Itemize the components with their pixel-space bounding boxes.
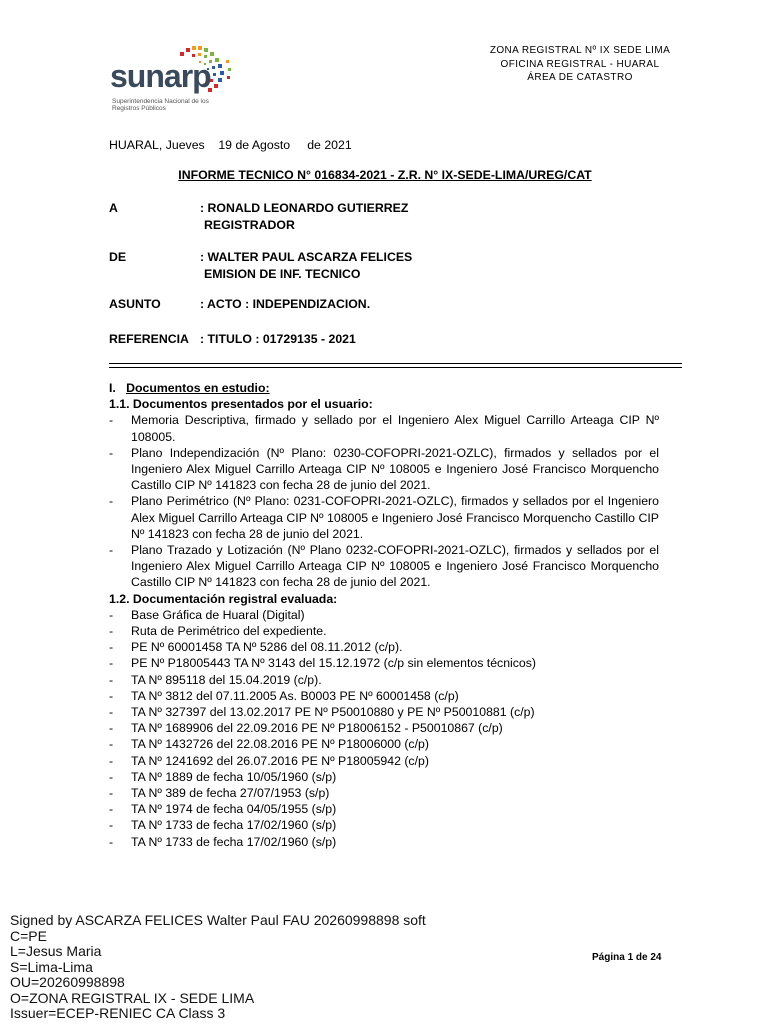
list-item-text: TA Nº 1432726 del 22.08.2016 PE Nº P18006000 (c/p) [131,737,429,752]
list-item [109,834,659,850]
presented-documents-list [109,412,659,590]
header-to-label: A [109,201,118,215]
office-header [470,44,690,85]
bullet-dash: - [109,624,114,639]
list-item-text: Plano Independización (Nº Plano: 0230-COFOPRI-2021-OZLC), firmados y sellados por el Ingeniero Alex Miguel Carrillo Arteaga CIP Nº 108005 e Ingeniero José Francisco Morquencho Castillo CIP Nº 141823 con fecha 28 de junio del 2021. [131,445,659,493]
bullet-dash: - [109,721,114,736]
list-item [109,639,659,655]
list-item-text: TA Nº 3812 del 07.11.2005 As. B0003 PE Nº 60001458 (c/p) [131,688,459,703]
list-item [109,801,659,817]
signature-line: C=PE [10,927,47,944]
list-item-text: TA Nº 1889 de fecha 10/05/1960 (s/p) [131,769,337,784]
list-item-text: PE Nº 60001458 TA Nº 5286 del 08.11.2012 (c/p). [131,640,403,655]
list-item-text: Ruta de Perimétrico del expediente. [131,624,327,639]
signature-line: Signed by ASCARZA FELICES Walter Paul FAU 20260998898 soft [10,912,426,928]
page-total: 24 [650,952,662,963]
subsection-heading: 1.1. Documentos presentados por el usuario: [109,397,373,412]
list-item [109,445,659,494]
report-title: INFORME TECNICO N° 016834-2021 - Z.R. N° IX-SEDE-LIMA/UREG/CAT [178,168,592,182]
header-to-role: REGISTRADOR [204,218,295,232]
list-item-text: TA Nº 1689906 del 22.09.2016 PE Nº P18006152 - P50010867 (c/p) [131,721,503,736]
bullet-dash: - [109,802,114,817]
bullet-dash: - [109,769,114,784]
page-label: Página [592,952,625,963]
date-line: HUARAL, Jueves 19 de Agosto de 2021 [109,138,352,152]
list-item-text: TA Nº 389 de fecha 27/07/1953 (s/p) [131,786,330,801]
digital-signature [10,913,426,1022]
signature-line: Issuer=ECEP-RENIEC CA Class 3 [10,1005,226,1021]
bullet-dash: - [109,413,114,428]
signature-line: S=Lima-Lima [10,958,93,975]
bullet-dash: - [109,672,114,687]
signature-line: L=Jesus Maria [10,943,102,959]
list-item [109,655,659,671]
list-item-text: TA Nº 1733 de fecha 17/02/1960 (s/p) [131,818,337,833]
bullet-dash: - [109,607,114,622]
header-reference-value: : TITULO : 01729135 - 2021 [200,332,356,346]
header-from-label: DE [109,250,127,264]
list-item [109,720,659,736]
bullet-dash: - [109,656,114,671]
header-to-value: : RONALD LEONARDO GUTIERREZ [200,201,409,215]
list-item [109,412,659,444]
logo-wordmark: sunarp [110,58,211,94]
signature-line: OU=20260998898 [10,974,125,990]
signature-line: O=ZONA REGISTRAL IX - SEDE LIMA [10,989,255,1006]
header-subject-value: : ACTO : INDEPENDIZACION. [200,297,371,311]
section-title: Documentos en estudio: [126,381,270,395]
divider-line [109,363,682,364]
header-from-role: EMISION DE INF. TECNICO [204,267,361,281]
header-reference-label: REFERENCIA [109,332,189,346]
list-item-text: Plano Trazado y Lotización (Nº Plano 0232-COFOPRI-2021-OZLC), firmados y sellados por el Ingeniero Alex Miguel Carrillo Arteaga CIP Nº 108005 e Ingeniero José Francisco Morquencho Castillo CIP Nº 141823 con fecha 28 de junio del 2021. [131,543,659,590]
list-item [109,753,659,769]
header-from-value: : WALTER PAUL ASCARZA FELICES [200,250,413,264]
list-item [109,736,659,752]
list-item-text: TA Nº 327397 del 13.02.2017 PE Nº P50010880 y PE Nº P50010881 (c/p) [131,705,535,720]
registry-documents-list [109,607,659,850]
bullet-dash: - [109,445,114,460]
list-item [109,704,659,720]
subsection-heading: 1.2. Documentación registral evaluada: [109,591,338,606]
section-number: I. [109,381,116,395]
list-item [109,672,659,688]
list-item [109,607,659,623]
list-item-text: TA Nº 1241692 del 26.07.2016 PE Nº P18005942 (c/p) [131,753,429,768]
section-heading [109,380,659,396]
bullet-dash: - [109,494,114,509]
bullet-dash: - [109,688,114,703]
bullet-dash: - [109,737,114,752]
list-item-text: TA Nº 1974 de fecha 04/05/1955 (s/p) [131,802,337,817]
list-item [109,542,659,591]
bullet-dash: - [109,818,114,833]
office-line-area: ÁREA DE CATASTRO [527,72,633,83]
office-line-zone: ZONA REGISTRAL Nº IX SEDE LIMA [489,45,671,56]
page-current: 1 [627,952,634,963]
list-item [109,493,659,542]
logo-subtitle: Superintendencia Nacional de los Registros Públicos [112,98,209,112]
bullet-dash: - [109,834,114,849]
list-item [109,817,659,833]
page-of: de [635,952,648,963]
list-item [109,623,659,639]
header-subject-label: ASUNTO [109,297,161,311]
page-number [592,952,662,963]
divider-line [109,367,682,368]
list-item [109,769,659,785]
list-item-text: TA Nº 1733 de fecha 17/02/1960 (s/p) [131,834,337,849]
bullet-dash: - [109,705,114,720]
list-item [109,785,659,801]
list-item-text: PE Nº P18005443 TA Nº 3143 del 15.12.1972 (c/p sin elementos técnicos) [131,656,537,671]
list-item-text: Plano Perimétrico (Nº Plano: 0231-COFOPRI-2021-OZLC), firmados y sellados por el Ingeniero Alex Miguel Carrillo Arteaga CIP Nº 108005 e Ingeniero José Francisco Morquencho Castillo CIP Nº 141823 con fecha 28 de junio del 2021. [131,494,659,541]
list-item [109,688,659,704]
bullet-dash: - [109,753,114,768]
sunarp-logo [110,44,280,114]
office-line-office: OFICINA REGISTRAL - HUARAL [500,58,660,70]
list-item-text: Base Gráfica de Huaral (Digital) [131,607,305,622]
bullet-dash: - [109,543,114,558]
list-item-text: Memoria Descriptiva, firmado y sellado por el Ingeniero Alex Miguel Carrillo Arteaga CIP Nº 108005. [131,413,659,444]
document-body [109,380,659,850]
bullet-dash: - [109,786,114,801]
list-item-text: TA Nº 895118 del 15.04.2019 (c/p). [131,672,322,687]
bullet-dash: - [109,640,114,655]
